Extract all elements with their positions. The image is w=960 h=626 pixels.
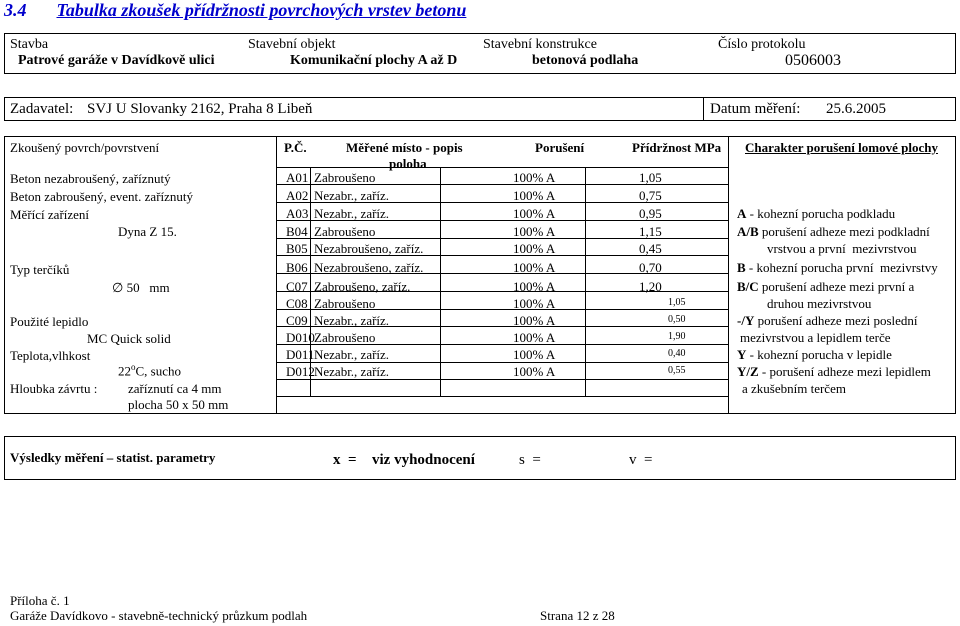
- cell-place: Zabroušeno: [314, 296, 376, 311]
- protokol-value: 0506003: [785, 52, 841, 69]
- client-value: SVJ U Slovanky 2162, Praha 8 Libeň: [87, 101, 313, 117]
- legend-text: - kohezní porucha v lepidle: [746, 347, 892, 362]
- x-label: x =: [333, 452, 357, 468]
- cell-value: 0,55: [668, 365, 686, 376]
- s-label: s =: [519, 452, 541, 468]
- legend-text: vrstvou a první mezivrstvou: [767, 241, 917, 256]
- diameter-icon: ∅: [112, 280, 124, 295]
- cell-pc: C08: [286, 296, 308, 311]
- cell-place: Nezabr., zaříz.: [314, 313, 390, 328]
- cell-place: Nezabr., zaříz.: [314, 206, 390, 221]
- table-row-rule: [276, 273, 728, 274]
- temp-label: Teplota,vlhkost: [10, 348, 91, 363]
- x-value: viz vyhodnocení: [372, 452, 475, 468]
- cell-place: Nezabr., zaříz.: [314, 364, 390, 379]
- cell-break: 100% A: [513, 313, 556, 328]
- legend-line: [737, 313, 918, 329]
- legend-line: [767, 296, 871, 312]
- cell-value: 0,40: [668, 348, 686, 359]
- cell-break: 100% A: [513, 260, 556, 275]
- cell-pc: D012: [286, 364, 315, 379]
- legend-text: - kohezní porucha první mezivrstvy: [745, 260, 938, 275]
- objekt-label: Stavební objekt: [248, 37, 336, 52]
- cell-pc: C07: [286, 279, 308, 294]
- cell-break: 100% A: [513, 170, 556, 185]
- legend-line: [737, 279, 914, 295]
- adhesive-label: Použité lepidlo: [10, 314, 89, 329]
- table-row-rule: [276, 255, 728, 256]
- cell-break: 100% A: [513, 296, 556, 311]
- legend-code: A: [737, 206, 747, 221]
- footer-page: Strana 12 z 28: [540, 608, 615, 623]
- stavba-label: Stavba: [10, 37, 49, 52]
- legend-text: porušení adheze mezi poslední: [754, 313, 918, 328]
- legend-line: [737, 206, 895, 222]
- cell-place: Zabroušeno: [314, 170, 376, 185]
- cell-value: 1,15: [639, 224, 662, 239]
- col-rule-place: [440, 167, 441, 396]
- temp-value: 22$^o$C, sucho: [118, 362, 181, 379]
- section-number: 3.4: [4, 0, 27, 20]
- legend-code: A/B: [737, 224, 759, 239]
- main-top-rule: [4, 136, 956, 137]
- legend-code: -/Y: [737, 313, 755, 328]
- header-pc: P.Č.: [284, 140, 307, 155]
- legend-text: porušení adheze mezi první a: [758, 279, 915, 294]
- header-adhesion: Přídržnost MPa: [632, 140, 722, 155]
- section-title-text: Tabulka zkoušek přídržnosti povrchových vrstev betonu: [56, 0, 467, 20]
- target-label: Typ terčíků: [10, 262, 70, 277]
- legend-code: Y: [737, 347, 747, 362]
- cell-place: Nezabr., zaříz.: [314, 188, 390, 203]
- cell-break: 100% A: [513, 206, 556, 221]
- legend-title: Charakter porušení lomové plochy: [745, 140, 938, 155]
- table-row-rule: [276, 396, 728, 397]
- client-label: Zadavatel:: [10, 101, 74, 117]
- table-row-rule: [276, 344, 728, 345]
- legend-text: druhou mezivrstvou: [767, 296, 872, 311]
- target-size: 50 mm: [126, 280, 170, 295]
- cell-break: 100% A: [513, 188, 556, 203]
- results-label: Výsledky měření – statist. parametry: [10, 450, 216, 465]
- legend-text: - porušení adheze mezi lepidlem: [758, 364, 931, 379]
- cell-break: 100% A: [513, 347, 556, 362]
- table-row-rule: [276, 326, 728, 327]
- cell-value: 1,05: [668, 297, 686, 308]
- legend-text: - kohezní porucha podkladu: [746, 206, 896, 221]
- legend-code: B/C: [737, 279, 759, 294]
- table-left-rule: [276, 136, 277, 414]
- depth-value-2: plocha 50 x 50 mm: [128, 397, 229, 412]
- objekt-value: Komunikační plochy A až D: [290, 53, 458, 68]
- date-label: Datum měření:: [710, 101, 801, 117]
- legend-line: [740, 330, 891, 346]
- adhesive-value: MC Quick solid: [87, 331, 171, 346]
- section-title: [4, 0, 466, 21]
- cell-pc: A02: [286, 188, 309, 203]
- main-bottom-rule: [4, 413, 956, 414]
- table-row-rule: [276, 220, 728, 221]
- legend-line: [737, 260, 938, 276]
- cell-value: 0,70: [639, 260, 662, 275]
- cell-pc: D010: [286, 330, 315, 345]
- cell-value: 0,95: [639, 206, 662, 221]
- col-rule-break: [585, 167, 586, 396]
- table-row-rule: [276, 379, 728, 380]
- cell-value: 1,20: [639, 279, 662, 294]
- stavba-value: Patrové garáže v Davídkově ulici: [18, 53, 215, 68]
- cell-pc: A03: [286, 206, 309, 221]
- table-row-rule: [276, 291, 728, 292]
- target-value: [112, 280, 170, 296]
- depth-value-1: zaříznutí ca 4 mm: [128, 381, 222, 396]
- depth-label: Hloubka závrtu :: [10, 381, 98, 396]
- cell-value: 0,45: [639, 241, 662, 256]
- cell-pc: C09: [286, 313, 308, 328]
- client-divider: [703, 97, 704, 121]
- cell-value: 0,75: [639, 188, 662, 203]
- date-value: 25.6.2005: [826, 101, 886, 117]
- cell-place: Nezabroušeno, zaříz.: [314, 241, 424, 256]
- header-place-2: poloha: [389, 156, 427, 171]
- cell-pc: B04: [286, 224, 308, 239]
- surface-label: Zkoušený povrch/povrstvení: [10, 140, 160, 155]
- legend-line: [737, 347, 892, 363]
- legend-code: Y/Z: [737, 364, 759, 379]
- legend-line: [767, 241, 916, 257]
- header-break: Porušení: [535, 140, 585, 155]
- surface-2: Beton zabroušený, event. zaříznutý: [10, 189, 194, 204]
- device-value: Dyna Z 15.: [118, 224, 177, 239]
- legend-code: B: [737, 260, 746, 275]
- legend-line: [737, 224, 930, 240]
- v-label: v =: [629, 452, 653, 468]
- cell-place: Nezabroušeno, zaříz.: [314, 260, 424, 275]
- cell-value: 1,90: [668, 331, 686, 342]
- cell-place: Zabroušeno: [314, 330, 376, 345]
- header-place: Měřené místo - popis: [346, 140, 463, 155]
- cell-pc: A01: [286, 170, 309, 185]
- cell-place: Nezabr., zaříz.: [314, 347, 390, 362]
- legend-text: a zkušebním terčem: [742, 381, 846, 396]
- device-label: Měřící zařízení: [10, 207, 90, 222]
- legend-text: mezivrstvou a lepidlem terče: [740, 330, 891, 345]
- cell-value: 0,50: [668, 314, 686, 325]
- surface-1: Beton nezabroušený, zaříznutý: [10, 171, 171, 186]
- table-row-rule: [276, 202, 728, 203]
- table-right-rule: [728, 136, 729, 414]
- table-row-rule: [276, 309, 728, 310]
- protokol-label: Číslo protokolu: [718, 37, 806, 52]
- footer-annex: Příloha č. 1: [10, 593, 70, 608]
- table-row-rule: [276, 238, 728, 239]
- footer-doc: Garáže Davídkovo - stavebně-technický průzkum podlah: [10, 608, 308, 623]
- konstrukce-label: Stavební konstrukce: [483, 37, 597, 52]
- table-row-rule: [276, 167, 728, 168]
- cell-pc: D011: [286, 347, 315, 362]
- table-row-rule: [276, 184, 728, 185]
- cell-break: 100% A: [513, 330, 556, 345]
- cell-break: 100% A: [513, 364, 556, 379]
- cell-break: 100% A: [513, 279, 556, 294]
- right-frame: [955, 136, 956, 414]
- cell-place: Zabroušeno: [314, 224, 376, 239]
- cell-break: 100% A: [513, 224, 556, 239]
- legend-text: porušení adheze mezi podkladní: [758, 224, 930, 239]
- cell-break: 100% A: [513, 241, 556, 256]
- konstrukce-value: betonová podlaha: [532, 53, 639, 68]
- cell-value: 1,05: [639, 170, 662, 185]
- legend-line: [737, 364, 931, 380]
- cell-place: Zabroušeno, zaříz.: [314, 279, 411, 294]
- col-rule-pc: [310, 167, 311, 396]
- cell-pc: B05: [286, 241, 308, 256]
- table-row-rule: [276, 362, 728, 363]
- left-frame: [4, 136, 5, 414]
- cell-pc: B06: [286, 260, 308, 275]
- legend-line: [742, 381, 846, 397]
